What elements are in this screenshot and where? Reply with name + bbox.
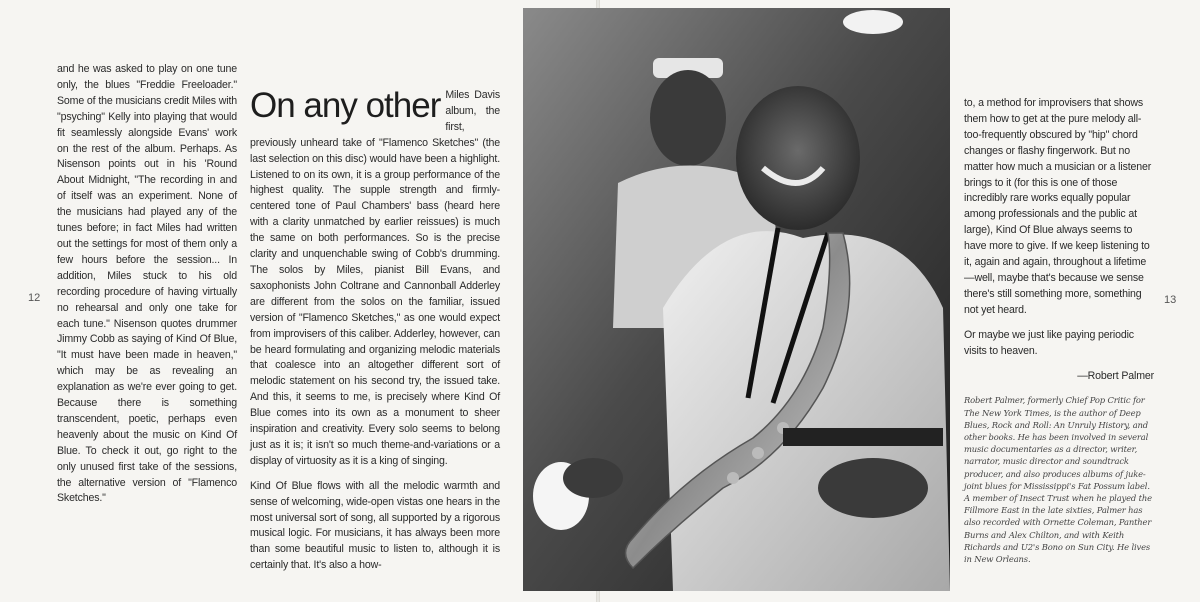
page-number-right: 13	[1164, 294, 1177, 306]
col2-paragraph-2: Kind Of Blue flows with all the melodic warmth and sense of welcoming, wide-open vistas one hears in the most universal sort of song, all supported by a rigorous musical logic. For musicians, it has always been more than some beautiful music to listen to, although it is certainly that. It's also a how-	[250, 479, 500, 572]
right-column-text	[964, 96, 1154, 565]
lead-in-heading: On any other	[250, 86, 441, 125]
middle-column-text	[250, 88, 500, 583]
col3-paragraph-1: to, a method for improvisers that shows them how to get at the pure melody all-too-frequently obscured by "hip" chord changes or flashy fingerwork. But no matter how much a musician or a listener brings to it (for this is one of those incredibly rare works equally popular among professionals and the public at large), Kind Of Blue always seems to have more to give. If we keep listening to it, again and again, throughout a lifetime—well, maybe that's because we sense there's still something more, something not yet heard.	[964, 97, 1152, 316]
author-signature: —Robert Palmer	[1077, 369, 1154, 382]
page-number-left: 12	[28, 292, 41, 304]
col1-paragraph: and he was asked to play on one tune only, the blues "Freddie Freeloader." Some of the musicians credit Miles with "psyching" Kelly into playing that would fit seamlessly alongside Evans' work on the rest of the album. Perhaps. As Nisenson points out in his 'Round About Midnight, "The recording in and of itself was an experiment. None of the musicians had played any of the tunes before; in fact Miles had written out the settings for most of them only a few hours before the session... In addition, Miles stuck to his old recording procedure of having virtually no rehearsal and only one take for each tune." Nisenson quotes drummer Jimmy Cobb as saying of Kind Of Blue, "It must have been made in heaven," which may be as revealing an explanation as we're ever going to get. Because there is something transcendent, poetic, perhaps even heavenly about the music on Kind Of Blue. To check it out, go right to the only unused first take of the sessions, the alternative version of "Flamenco Sketches."	[57, 63, 237, 505]
col3-paragraph-2: Or maybe we just like paying periodic visits to heaven.	[964, 328, 1134, 357]
author-bio: Robert Palmer, formerly Chief Pop Critic for The New York Times, is the author of Deep Blues, Rock and Roll: An Unruly History, and other books. He has been involved in several music documentaries as a director, writer, narrator, music director and soundtrack producer, and also produces albums of juke-joint blues for Mississippi's Fat Possum label. A member of Insect Trust when he played the Fillmore East in the late sixties, Palmer has also recorded with Ornette Coleman, Panther Burns and Alex Chilton, and with Keith Richards and U2's Bono on Sun City. He lives in New Orleans.	[964, 395, 1152, 565]
left-column-text	[57, 62, 237, 516]
saxophonist-photo	[523, 8, 950, 591]
col2-paragraph-1: Miles Davis album, the first, previously unheard take of "Flamenco Sketches" (the last selection on this disc) would have been a highlight. Listened to on its own, it is a group performance of the highest quality. The supple strength and firmly-centered tone of Paul Chambers' bass (heard here with a clarity unmatched by earlier reissues) is much the same on both performances. So is the precise clarity and unquenchable swing of Cobb's drumming. The solos by Miles, pianist Bill Evans, and saxophonists John Coltrane and Cannonball Adderley are different from the solos on the familiar, issued version of "Flamenco Sketches," as one would expect from improvisers of this caliber. Adderley, however, can be heard formulating and organizing melodic materials that coalesce into an altogether different sort of melodic statement on his second try, the issued take. And this, it seems to me, is precisely where Kind Of Blue comes into its own as a monument to sheer inspiration and creativity. Every solo seems to belong just as it is; it isn't so much theme-and-variations or a display of virtuosity as it is a king of singing.	[250, 89, 500, 467]
saxophonist-photo-icon	[523, 8, 950, 591]
